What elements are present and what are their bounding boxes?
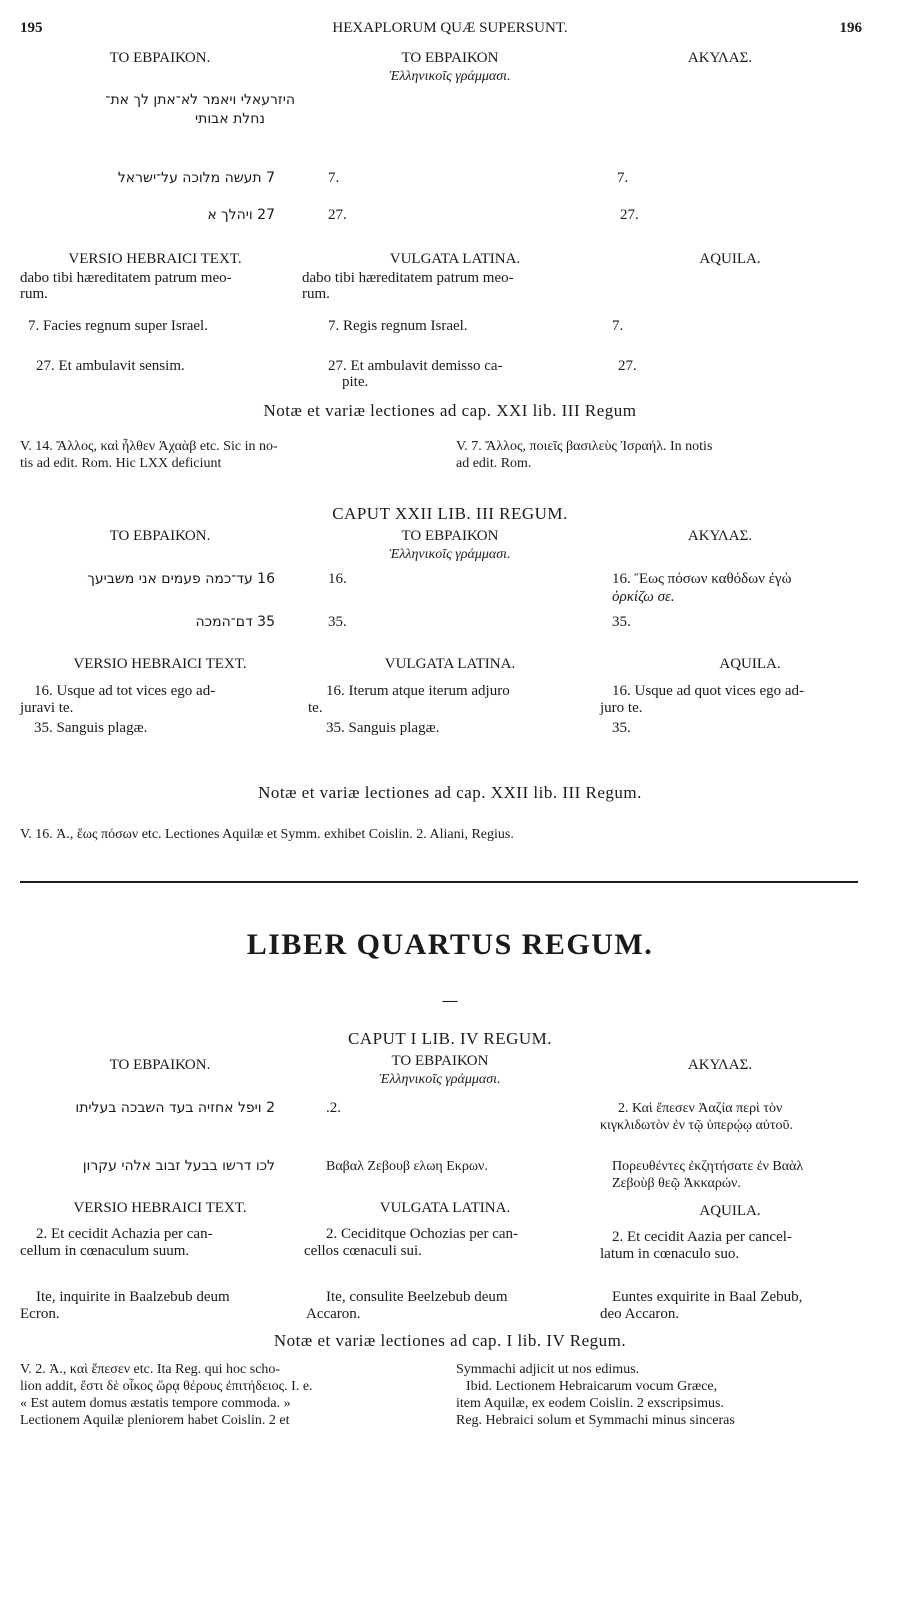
latin-head-aquila: AQUILA. [719,656,781,672]
aquila-greek: Ζεβοὺβ θεῷ Ἀκκαρών. [612,1176,741,1191]
book-title: LIBER QUARTUS REGUM. [246,928,654,961]
notes-text: « Est autem domus æstatis tempore commoda. » [20,1396,291,1411]
verse-number: 27. [620,207,639,223]
notes-title: Notæ et variæ lectiones ad cap. XXI lib. III Regum [263,401,637,420]
hebrew-line: 27 ויהלך א [207,207,275,223]
latin-line: rum. [20,286,48,302]
latin-line: 27. Et ambulavit sensim. [36,358,185,374]
latin-line: juro te. [600,700,643,716]
aquila-greek: 16. Ἕως πόσων καθόδων ἐγὼ [612,571,792,587]
hebrew-line: היזרעאלי ויאמר לא־אתן לך את־ [105,92,295,108]
latin-line: juravi te. [20,700,74,716]
latin-line: rum. [302,286,330,302]
notes-title: Notæ et variæ lectiones ad cap. XXII lib. III Regum. [258,783,642,802]
notes-text: item Aquilæ, ex eodem Coislin. 2 exscripsimus. [456,1396,724,1411]
notes-text: ad edit. Rom. [456,456,532,471]
latin-line: 2. Ceciditque Ochozias per can- [326,1226,519,1242]
latin-line: latum in cœnaculo suo. [600,1246,740,1262]
verse-number: 16. [328,571,347,587]
page-number-left: 195 [20,20,43,36]
latin-line: 2. Et cecidit Achazia per can- [36,1226,213,1242]
latin-line: 35. Sanguis plagæ. [34,720,148,736]
hebrew-line: 16 עד־כמה פעמים אני משביעך [87,571,275,587]
verse-number: 7. [328,170,340,186]
latin-head-versio: VERSIO HEBRAICI TEXT. [68,251,242,267]
latin-line: 27. [618,358,637,374]
caput-heading: CAPUT I LIB. IV REGUM. [348,1029,552,1048]
latin-line: Euntes exquirite in Baal Zebub, [612,1289,803,1305]
col-subhead-greek-letters: Ἑλληνικοῖς γράμμασι. [389,547,511,562]
hebrew-line: 2 ויפל אחזיה בעד השבכה בעליתו [75,1100,275,1116]
latin-head-versio: VERSIO HEBRAICI TEXT. [73,656,247,672]
latin-line: 27. Et ambulavit demisso ca- [328,358,503,374]
latin-line: pite. [342,374,369,390]
latin-line: cellos cœnaculi sui. [304,1243,422,1259]
latin-line: Ite, consulite Beelzebub deum [326,1289,508,1305]
latin-line: dabo tibi hæreditatem patrum meo- [302,270,514,286]
notes-text: V. 2. Ἀ., καὶ ἔπεσεν etc. Ita Reg. qui hoc scho- [20,1362,281,1377]
latin-line: 35. Sanguis plagæ. [326,720,440,736]
hebrew-line: 7 תעשה מלוכה על־ישראל [117,170,275,186]
col-head-hebrew: ΤΟ ΕΒΡΑΙΚΟΝ. [109,1057,211,1073]
latin-line: 2. Et cecidit Aazia per cancel- [612,1229,792,1245]
page-number-right: 196 [839,20,862,36]
col-subhead-greek-letters: Ἑλληνικοῖς γράμμασι. [389,69,511,84]
latin-line: cellum in cœnaculum suum. [20,1243,190,1259]
notes-text: V. 7. Ἄλλος, ποιεῖς βασιλεὺς Ἰσραήλ. In notis [456,439,713,454]
running-title: HEXAPLORUM QUÆ SUPERSUNT. [332,20,568,36]
latin-line: 7. [612,318,624,334]
latin-head-vulgata: VULGATA LATINA. [379,1200,511,1216]
notes-text: Lectionem Aquilæ pleniorem habet Coislin. 2 et [20,1413,290,1428]
notes-title: Notæ et variæ lectiones ad cap. I lib. IV Regum. [273,1331,627,1350]
col-subhead-greek-letters: Ἑλληνικοῖς γράμμασι. [379,1072,501,1087]
section-divider [20,881,858,883]
verse-number: 35. [328,614,347,630]
latin-line: te. [308,700,323,716]
notes-text: tis ad edit. Rom. Hic LXX deficiunt [20,456,222,471]
notes-text: lion addit, ἔστι δὲ οἶκος ὥρᾳ θέρους ἐπιτήδειος. I. e. [20,1379,313,1394]
verse-number: 7. [617,170,629,186]
col-head-aquila: ΑΚΥΛΑΣ. [687,50,753,66]
latin-head-versio: VERSIO HEBRAICI TEXT. [73,1200,247,1216]
hebrew-line: נחלת אבותי [195,111,265,127]
notes-text: Ibid. Lectionem Hebraicarum vocum Græce, [466,1379,718,1394]
aquila-greek: Πορευθέντες ἐκζητήσατε ἐν Βαὰλ [612,1159,804,1174]
aquila-greek: 2. Καὶ ἔπεσεν Ἀαζία περὶ τὸν [618,1101,783,1116]
notes-text: Reg. Hebraici solum et Symmachi minus sinceras [456,1413,735,1428]
hebrew-line: 35 דם־המכה [195,614,275,630]
col-head-aquila: ΑΚΥΛΑΣ. [687,528,753,544]
col-head-aquila: ΑΚΥΛΑΣ. [687,1057,753,1073]
col-head-hebrew-greek: ΤΟ ΕΒΡΑΙΚΟΝ [401,50,499,66]
hebrew-line: לכו דרשו בבעל זבוב אלהי עקרון [82,1158,275,1174]
caput-heading: CAPUT XXII LIB. III REGUM. [332,504,568,523]
latin-line: 16. Usque ad quot vices ego ad- [612,683,805,699]
latin-line: 7. Regis regnum Israel. [328,318,468,334]
latin-line: Accaron. [306,1306,361,1322]
latin-line: 16. Usque ad tot vices ego ad- [34,683,216,699]
col-head-hebrew-greek: ΤΟ ΕΒΡΑΙΚΟΝ [391,1053,489,1069]
aquila-greek: ὁρκίζω σε. [612,589,675,605]
notes-text: V. 14. Ἄλλος, καὶ ἦλθεν Ἀχαὰβ etc. Sic in no- [20,439,278,454]
latin-head-aquila: AQUILA. [699,251,761,267]
latin-line: Ite, inquirite in Baalzebub deum [36,1289,230,1305]
latin-head-aquila: AQUILA. [699,1203,761,1219]
col-head-hebrew: ΤΟ ΕΒΡΑΙΚΟΝ. [109,50,211,66]
title-dash: — [442,993,458,1009]
aquila-greek: 35. [612,614,631,630]
col-head-hebrew: ΤΟ ΕΒΡΑΙΚΟΝ. [109,528,211,544]
greek-letters-line: Βαβαλ Ζεβουβ ελωη Εκρων. [326,1159,488,1174]
notes-text: V. 16. Ἀ., ἕως πόσων etc. Lectiones Aquilæ et Symm. exhibet Coislin. 2. Aliani, Regius. [20,827,514,842]
notes-text: Symmachi adjicit ut nos edimus. [456,1362,640,1377]
latin-line: 7. Facies regnum super Israel. [28,318,208,334]
verse-number: 27. [328,207,347,223]
latin-line: deo Accaron. [600,1306,680,1322]
latin-head-vulgata: VULGATA LATINA. [384,656,516,672]
greek-letters-line: .2. [326,1100,341,1116]
aquila-greek: κιγκλιδωτὸν ἐν τῷ ὑπερῴῳ αὐτοῦ. [600,1118,793,1133]
latin-line: 35. [612,720,631,736]
latin-line: 16. Iterum atque iterum adjuro [326,683,510,699]
latin-head-vulgata: VULGATA LATINA. [389,251,521,267]
col-head-hebrew-greek: ΤΟ ΕΒΡΑΙΚΟΝ [401,528,499,544]
latin-line: Ecron. [20,1306,60,1322]
latin-line: dabo tibi hæreditatem patrum meo- [20,270,232,286]
